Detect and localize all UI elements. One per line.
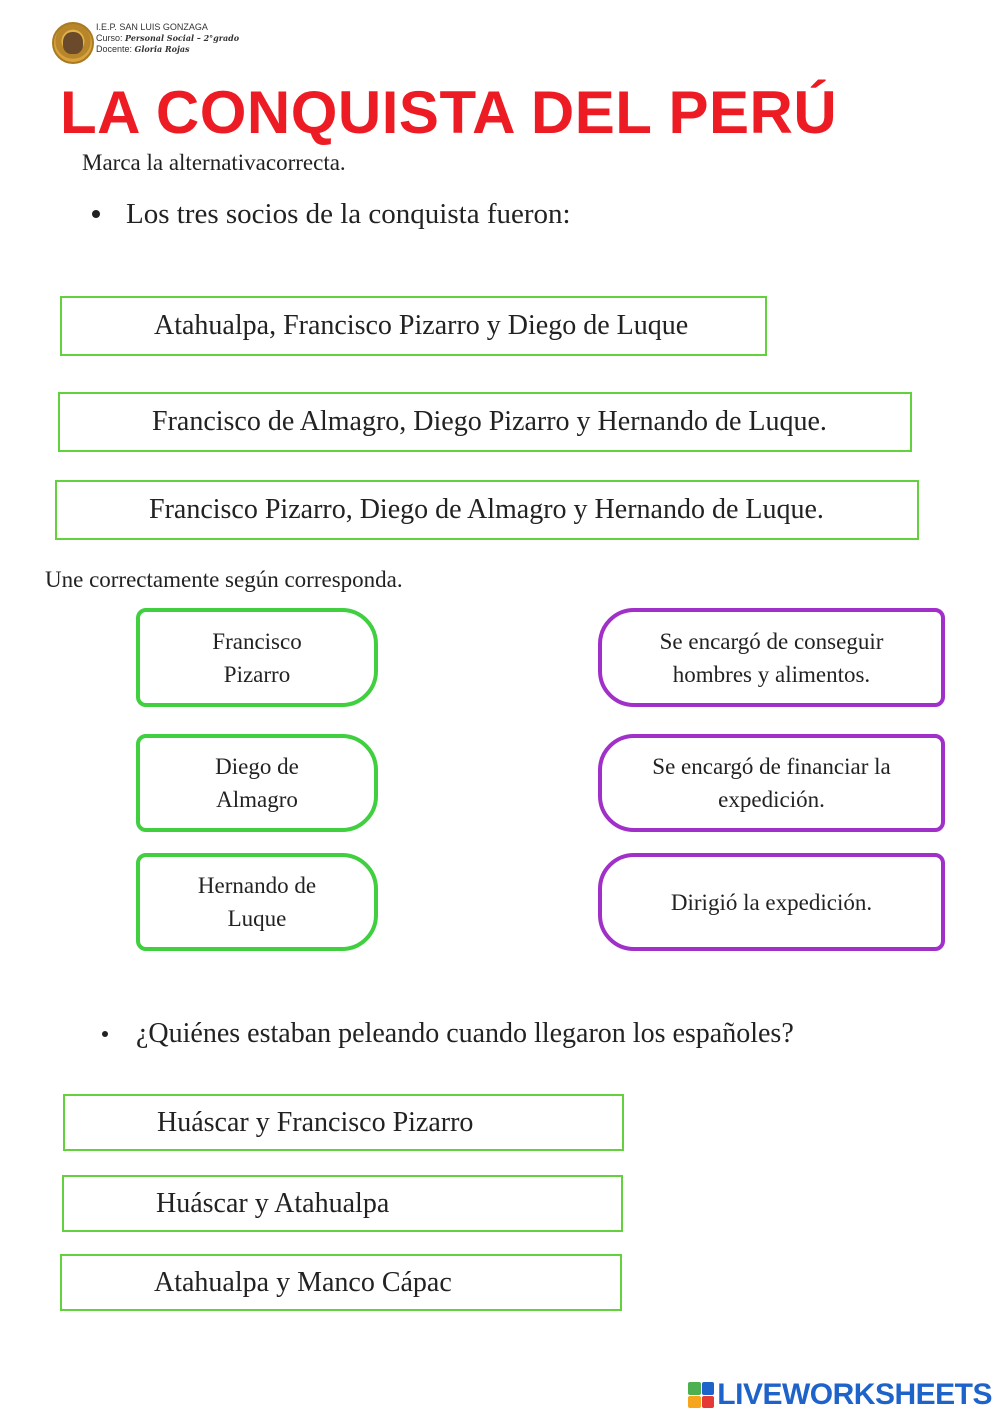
teacher-line	[96, 44, 239, 55]
teacher-label: Docente:	[96, 44, 133, 54]
match-left-1-text	[212, 625, 301, 691]
match-left-2[interactable]	[136, 734, 378, 832]
instruction-match: Une correctamente según corresponda.	[45, 567, 403, 592]
option-2c-text: Atahualpa y Manco Cápac	[154, 1266, 452, 1298]
school-logo	[52, 22, 94, 64]
liveworksheets-icon	[688, 1382, 714, 1408]
match-left-2-line2: Almagro	[216, 787, 298, 812]
question-2-text: ¿Quiénes estaban peleando cuando llegaron los españoles?	[136, 1018, 794, 1049]
bullet-icon	[102, 1031, 108, 1037]
course-line	[96, 33, 239, 44]
option-1b-text: Francisco de Almagro, Diego Pizarro y Hernando de Luque.	[152, 406, 827, 437]
match-left-1-line1: Francisco	[212, 628, 302, 654]
match-left-2-line1: Diego de	[215, 754, 299, 779]
match-right-3[interactable]	[598, 853, 945, 951]
match-left-2-text	[215, 750, 299, 816]
instruction-mark: Marca la alternativacorrecta.	[82, 150, 346, 175]
match-left-3-line2: Luque	[227, 906, 287, 931]
question-1	[92, 198, 571, 231]
course-value: Personal Social – 2°grado	[125, 33, 240, 43]
match-right-1-line1: Se encargó de conseguir	[659, 628, 884, 654]
match-left-3-text	[198, 869, 316, 935]
question-2	[102, 1018, 794, 1050]
course-label: Curso:	[96, 33, 123, 43]
option-2c[interactable]	[60, 1254, 622, 1311]
option-1c[interactable]	[55, 480, 919, 540]
match-left-1[interactable]	[136, 608, 378, 707]
match-right-3-line1: Dirigió la expedición.	[670, 889, 873, 915]
match-right-1[interactable]	[598, 608, 945, 707]
match-right-2-line1: Se encargó de financiar la	[652, 754, 891, 779]
match-left-3[interactable]	[136, 853, 378, 951]
question-1-text: Los tres socios de la conquista fueron:	[126, 198, 571, 230]
match-right-2[interactable]	[598, 734, 945, 832]
option-2b-text: Huáscar y Atahualpa	[156, 1187, 390, 1219]
option-2a[interactable]	[63, 1094, 624, 1151]
teacher-value: Gloria Rojas	[134, 44, 190, 54]
match-right-2-line2: expedición.	[718, 787, 825, 812]
option-2b[interactable]	[62, 1175, 623, 1232]
option-1c-text: Francisco Pizarro, Diego de Almagro y Hernando de Luque.	[149, 494, 824, 525]
brand-text: LIVEWORKSHEETS	[717, 1378, 992, 1411]
option-1a-text: Atahualpa, Francisco Pizarro y Diego de Luque	[154, 310, 689, 341]
match-right-1-text	[660, 625, 884, 691]
match-right-3-text	[671, 886, 872, 919]
option-2a-text: Huáscar y Francisco Pizarro	[157, 1106, 474, 1138]
liveworksheets-logo	[688, 1378, 992, 1412]
match-right-1-line2: hombres y alimentos.	[672, 661, 871, 687]
school-info	[96, 22, 239, 55]
option-1a[interactable]	[60, 296, 767, 356]
page-title: LA CONQUISTA DEL PERÚ	[60, 79, 838, 146]
school-name: I.E.P. SAN LUIS GONZAGA	[96, 22, 208, 32]
match-right-2-text	[652, 750, 890, 816]
option-1b[interactable]	[58, 392, 912, 452]
match-left-3-line1: Hernando de	[197, 873, 317, 898]
bullet-icon	[92, 210, 100, 218]
match-left-1-line2: Pizarro	[223, 661, 291, 687]
